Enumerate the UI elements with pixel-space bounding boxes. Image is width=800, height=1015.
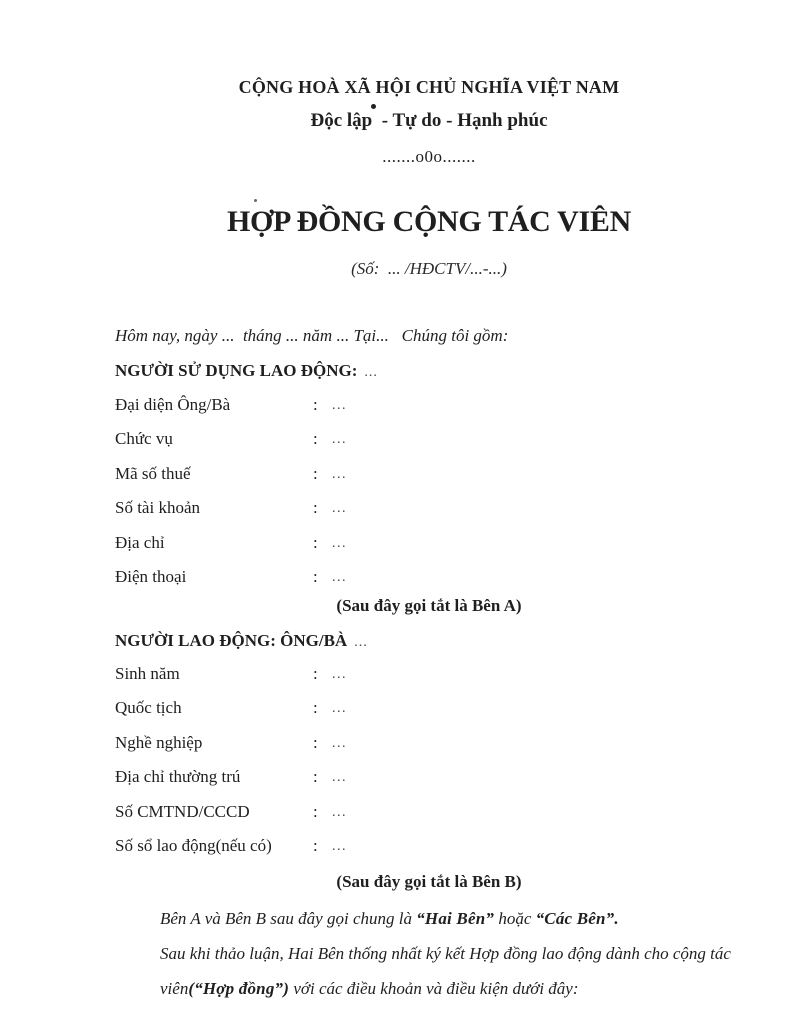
field-row-dai-dien (115, 395, 745, 429)
national-header-line2: Độc lập - Tự do - Hạnh phúc (310, 110, 548, 131)
party-b-heading-value: ... (354, 635, 368, 650)
party-a-alias-note: (Sau đây gọi tắt là Bên A) (336, 596, 522, 615)
closing-p2-text: Sau khi thảo luận, Hai Bên thống nhất ký kết Hợp đồng lao động dành cho cộng tác viên (160, 944, 731, 998)
national-header-line1: CỘNG HOÀ XÃ HỘI CHỦ NGHĨA VIỆT NAM (238, 77, 620, 97)
field-label: Số sổ lao động(nếu có) (115, 835, 272, 855)
closing-p1-text: Bên A và Bên B sau đây gọi chung là (160, 909, 417, 928)
party-a-heading-value: ... (364, 365, 378, 380)
stray-ink-dot (254, 199, 257, 202)
closing-paragraph-parties (160, 901, 760, 936)
field-colon: : (313, 801, 318, 821)
party-a-fields (115, 395, 745, 601)
intro-line: Hôm nay, ngày ... tháng ... năm ... Tại... Chúng tôi gồm: (115, 326, 509, 345)
field-row-nghe-nghiep (115, 733, 745, 767)
field-value: ... (332, 701, 347, 717)
field-colon: : (313, 767, 318, 787)
field-colon: : (313, 429, 318, 449)
party-b-fields (115, 664, 745, 870)
party-b-heading-label: NGƯỜI LAO ĐỘNG: ÔNG/BÀ (115, 631, 348, 650)
field-label: Nghề nghiệp (115, 732, 203, 752)
header-divider-o0o: .......o0o....... (382, 147, 476, 166)
field-value: ... (332, 535, 347, 551)
closing-p2-post: với các điều khoản và điều kiện dưới đây: (289, 979, 579, 998)
field-value: ... (332, 466, 347, 482)
field-row-ma-so-thue (115, 464, 745, 498)
field-row-chuc-vu (115, 429, 745, 463)
field-label: Địa chỉ thường trú (115, 767, 241, 787)
field-row-quoc-tich (115, 698, 745, 732)
field-row-so-tai-khoan (115, 498, 745, 532)
field-colon: : (313, 532, 318, 552)
party-b-alias-note: (Sau đây gọi tắt là Bên B) (336, 872, 522, 891)
field-value: ... (332, 569, 347, 585)
document-title: HỢP ĐỒNG CỘNG TÁC VIÊN (226, 205, 631, 238)
field-value: ... (332, 838, 347, 854)
field-value: ... (332, 501, 347, 517)
party-a-heading (115, 361, 745, 381)
field-colon: : (313, 835, 318, 855)
field-row-dia-chi (115, 533, 745, 567)
field-label: Số tài khoản (115, 498, 200, 518)
document-number-subtitle: (Số: ... /HĐCTV/...-...) (351, 259, 507, 278)
field-value: ... (332, 398, 347, 413)
field-label: Sinh năm (115, 664, 180, 683)
closing-paragraph-agreement (160, 936, 756, 1006)
field-colon: : (313, 566, 318, 586)
field-label: Địa chỉ (115, 532, 165, 552)
field-row-so-cmtnd-cccd (115, 802, 745, 836)
field-label: Mã số thuế (115, 463, 191, 483)
field-colon: : (313, 395, 318, 414)
field-value: ... (332, 804, 347, 820)
field-row-sinh-nam (115, 664, 745, 698)
term-cac-ben: “Các Bên”. (535, 909, 619, 928)
field-row-dia-chi-thuong-tru (115, 767, 745, 801)
closing-p1-mid: hoặc (494, 909, 536, 928)
field-label: Điện thoại (115, 566, 187, 586)
field-value: ... (332, 770, 347, 786)
party-b-heading (115, 631, 745, 651)
field-label: Quốc tịch (115, 698, 182, 718)
field-value: ... (332, 735, 347, 751)
field-colon: : (313, 732, 318, 752)
term-hai-ben: “Hai Bên” (416, 909, 495, 928)
field-label: Đại diện Ông/Bà (115, 395, 231, 414)
field-colon: : (313, 498, 318, 518)
field-colon: : (313, 664, 318, 683)
field-colon: : (313, 698, 318, 718)
field-value: ... (332, 432, 347, 448)
party-a-heading-label: NGƯỜI SỬ DỤNG LAO ĐỘNG: (115, 361, 358, 380)
field-label: Chức vụ (115, 429, 173, 449)
term-hop-dong: (“Hợp đồng”) (188, 979, 290, 998)
field-label: Số CMTND/CCCD (115, 801, 250, 821)
field-row-so-so-lao-dong (115, 836, 745, 870)
stray-ink-dot (371, 104, 376, 109)
field-value: ... (332, 667, 347, 682)
field-colon: : (313, 463, 318, 483)
